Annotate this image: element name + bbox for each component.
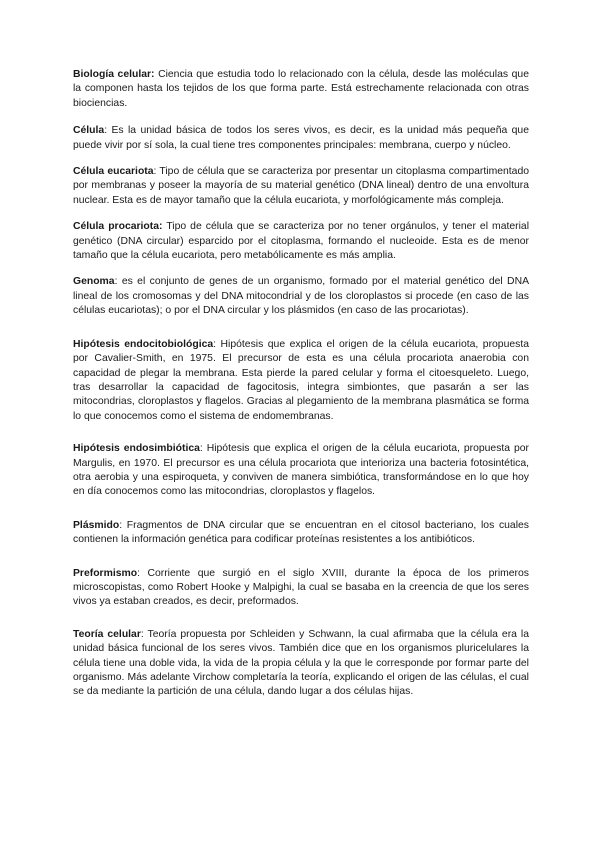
entry-definition: Ciencia que estudia todo lo relacionado con la célula, desde las moléculas que la componen hasta los tejidos de los que forma parte. Está estrechamente relacionada con otras biociencias. (73, 69, 529, 109)
entry-definition: : es el conjunto de genes de un organismo, formado por el material genético del DNA lineal de los cromosomas y del DNA mitocondrial y de los cloroplastos si procede (en caso de las células eucariotas); o por el DNA circular y los plásmidos (en caso de las procariotas). (73, 276, 529, 317)
entry-term: Biología celular: (73, 69, 155, 80)
glossary-entry-plasmido (73, 519, 529, 548)
entry-definition: : Fragmentos de DNA circular que se encuentran en el citosol bacteriano, los cuales contienen la información genética para codificar proteínas resistentes a los antibióticos. (73, 519, 529, 546)
entry-definition: : Teoría propuesta por Schleiden y Schwann, la cual afirmaba que la célula era la unidad básica funcional de los seres vivos. También dice que en los organismos pluricelulares la célula tiene una doble vida, la vida de la propia célula y la que le corresponde por formar parte del organismo. Más adelante Virchow completaría la teoría, explicando el origen de las células, el cual se da mediante la partición de una célula, dando lugar a dos células hijas. (73, 628, 529, 698)
entry-term: Célula (73, 125, 105, 137)
entry-term: Genoma (73, 276, 115, 288)
glossary-entry-preformismo (73, 567, 529, 610)
entry-term: Célula eucariota (73, 166, 154, 178)
glossary-entry-celula (73, 124, 529, 153)
entry-definition: Tipo de célula que se caracteriza por no tener orgánulos, y tener el material genético (DNA circular) esparcido por el citoplasma, formando el nucleoide. Esta es de menor tamaño que la célula eucariota, pero metabólicamente es más amplia. (73, 221, 530, 262)
entry-term: Teoría celular (73, 628, 141, 640)
entry-term: Preformismo (73, 567, 138, 579)
entry-definition: : Hipótesis que explica el origen de la célula eucariota, propuesta por Margulis, en 1970. El precursor es una célula procariota que interioriza una bacteria fotosintética, otra aerobia y una espiroqueta, y conviven de manera simbiótica, transformándose en lo que hoy en día conocemos como las mitocondrias, cloroplastos y flagelos. (73, 443, 529, 498)
glossary-entry-celula-eucariota (73, 165, 529, 208)
entry-term: Hipótesis endocitobiológica (73, 338, 214, 350)
entry-term: Plásmido (73, 519, 120, 531)
entry-definition: : Es la unidad básica de todos los seres vivos, es decir, es la unidad más pequeña que puede vivir por sí sola, la cual tiene tres componentes principales: membrana, cuerpo y núcleo. (73, 125, 529, 151)
entry-term: Hipótesis endosimbiótica (73, 443, 200, 455)
glossary-entry-genoma (73, 275, 529, 318)
entry-definition: : Hipótesis que explica el origen de la célula eucariota, propuesta por Cavalier-Smith, en 1975. El precursor de esta es una célula procariota anaerobia con capacidad de plegar la membrana. Esta pierde la pared celular y forma el citoesqueleto. Luego, tras desarrollar la capacidad de fagocitosis, integra simbiontes, que pasarán a ser las mitocondrias, cloroplastos y flagelos. Gracias al plegamiento de la membrana plasmática se forma lo que conocemos como el sistema de endomembranas. (73, 338, 530, 422)
glossary-entry-biologia-celular (73, 68, 529, 111)
glossary-entry-hipotesis-endocitobiologica (73, 338, 529, 424)
entry-definition: : Corriente que surgió en el siglo XVIII, durante la época de los primeros microscopistas, como Robert Hooke y Malpighi, la cual se basaba en la creencia de que los seres vivos ya estaban creados, es decir, preformados. (73, 567, 529, 608)
entry-definition: : Tipo de célula que se caracteriza por presentar un citoplasma compartimentado por membranas y poseer la mayoría de su material genético (DNA lineal) dentro de una envoltura nuclear. Esta es de mayor tamaño que la célula eucariota, y morfológicamente más compleja. (73, 166, 529, 206)
glossary-entry-teoria-celular (73, 628, 529, 700)
glossary-entry-celula-procariota (73, 220, 529, 263)
glossary-entry-hipotesis-endosimbiotica (73, 442, 529, 500)
entry-term: Célula procariota: (73, 221, 163, 233)
